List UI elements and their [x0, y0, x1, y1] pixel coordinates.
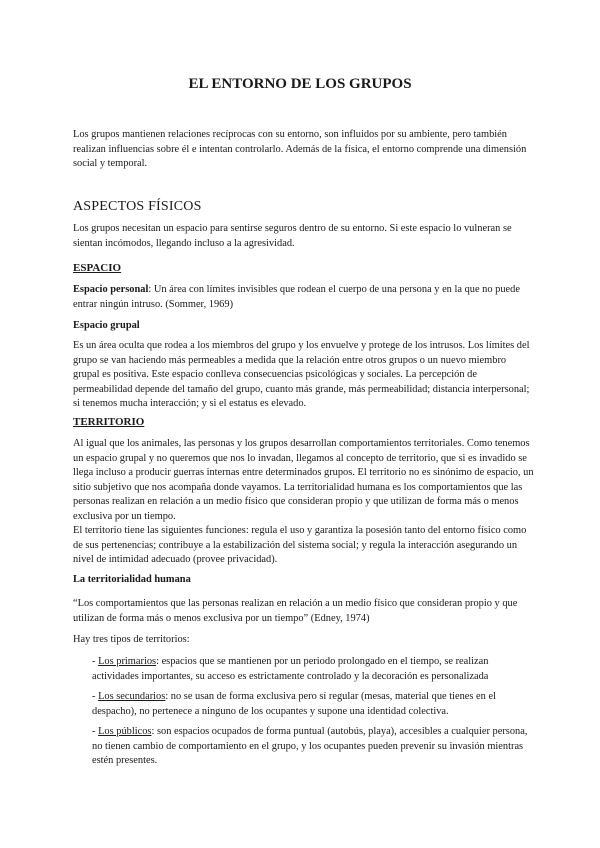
aspectos-paragraph: Los grupos necesitan un espacio para sentirse seguros dentro de su entorno. Si este espacio lo vulneran se sientan incómodos, llegando incluso a la agresividad.	[73, 223, 512, 249]
espacio-personal-term: Espacio personal	[73, 284, 149, 295]
subheading-territorialidad-humana: La territorialidad humana	[73, 574, 191, 585]
territorio-type-term: Los públicos	[98, 726, 152, 737]
tipos-intro: Hay tres tipos de territorios:	[73, 634, 190, 645]
intro-paragraph: Los grupos mantienen relaciones recíprocas con su entorno, son influidos por su ambiente, pero también realizan influencias sobre él e intentan controlarlo. Además de la física, el entorno comprende una dimensión social y temporal.	[73, 129, 527, 169]
espacio-personal-text: : Un área con límites invisibles que rodean el cuerpo de una persona y en la que no puede entrar ningún intruso. (Sommer, 1969)	[73, 284, 520, 310]
territorio-type-text: : no se usan de forma exclusiva pero sí regular (mesas, material que tienes en el despacho), no pertenece a ninguno de los ocupantes y supone una identidad colectiva.	[92, 691, 496, 717]
espacio-grupal-paragraph: Es un área oculta que rodea a los miembros del grupo y los envuelve y protege de los intrusos. Los límites del grupo se van haciendo más permeables a medida que la relación entre otros grupos o un nuevo miembro grupal es positiva. Este espacio conlleva consecuencias psicológicas y sociales. La percepción de permeabilidad depende del tamaño del grupo, cuanto más grande, más permeabilidad; distancia interpersonal; si tenemos mucha interacción; y si el estatus es elevado.	[73, 340, 530, 409]
list-item	[92, 725, 535, 769]
list-item	[92, 655, 535, 684]
list-item	[92, 690, 535, 719]
section-heading-aspectos: ASPECTOS FÍSICOS	[73, 199, 202, 214]
territorio-type-text: : son espacios ocupados de forma puntual (autobús, playa), accesibles a cualquier persona, no tienen cambio de comportamiento en el grupo, y los ocupantes pueden prevenir su invasión mientras estén presentes.	[92, 726, 528, 766]
espacio-personal-paragraph	[73, 283, 535, 312]
territorio-paragraph-1: Al igual que los animales, las personas y los grupos desarrollan comportamientos territoriales. Como tenemos un espacio grupal y no queremos que nos lo invadan, llegamos al concepto de territorio, que si es invadido se llega incluso a producir guerras internas entre determinados grupos. El territorio no es sinónimo de espacio, un sitio subjetivo que nos acompaña donde vayamos. La territorialidad humana es los comportamientos que las personas realizan en relación a un medio físico que consideran propio y que utilizan de forma más o menos exclusiva por un tiempo.	[73, 438, 534, 522]
territorio-type-term: Los primarios	[98, 656, 157, 667]
list-bullet: -	[92, 656, 99, 667]
subheading-espacio-grupal: Espacio grupal	[73, 320, 140, 331]
edney-quote: “Los comportamientos que las personas realizan en relación a un medio físico que consideran propio y que utilizan de forma más o menos exclusiva por un tiempo” (Edney, 1974)	[73, 598, 518, 624]
territorio-type-text: : espacios que se mantienen por un periodo prolongado en el tiempo, se realizan actividades importantes, su acceso es estrictamente controlado y la decoración es personalizada	[92, 656, 489, 682]
territorio-paragraph-2: El territorio tiene las siguientes funciones: regula el uso y garantiza la posesión tanto del entorno físico como de sus pertenencias; contribuye a la estabilización del sistema social; y regula la interacción asegurando un nivel de intimidad adecuado (provee privacidad).	[73, 525, 527, 565]
list-bullet: -	[92, 726, 99, 737]
list-bullet: -	[92, 691, 99, 702]
subheading-territorio: TERRITORIO	[73, 416, 145, 428]
territorio-type-term: Los secundarios	[98, 691, 166, 702]
document-title: EL ENTORNO DE LOS GRUPOS	[188, 76, 412, 92]
subheading-espacio: ESPACIO	[73, 262, 122, 274]
